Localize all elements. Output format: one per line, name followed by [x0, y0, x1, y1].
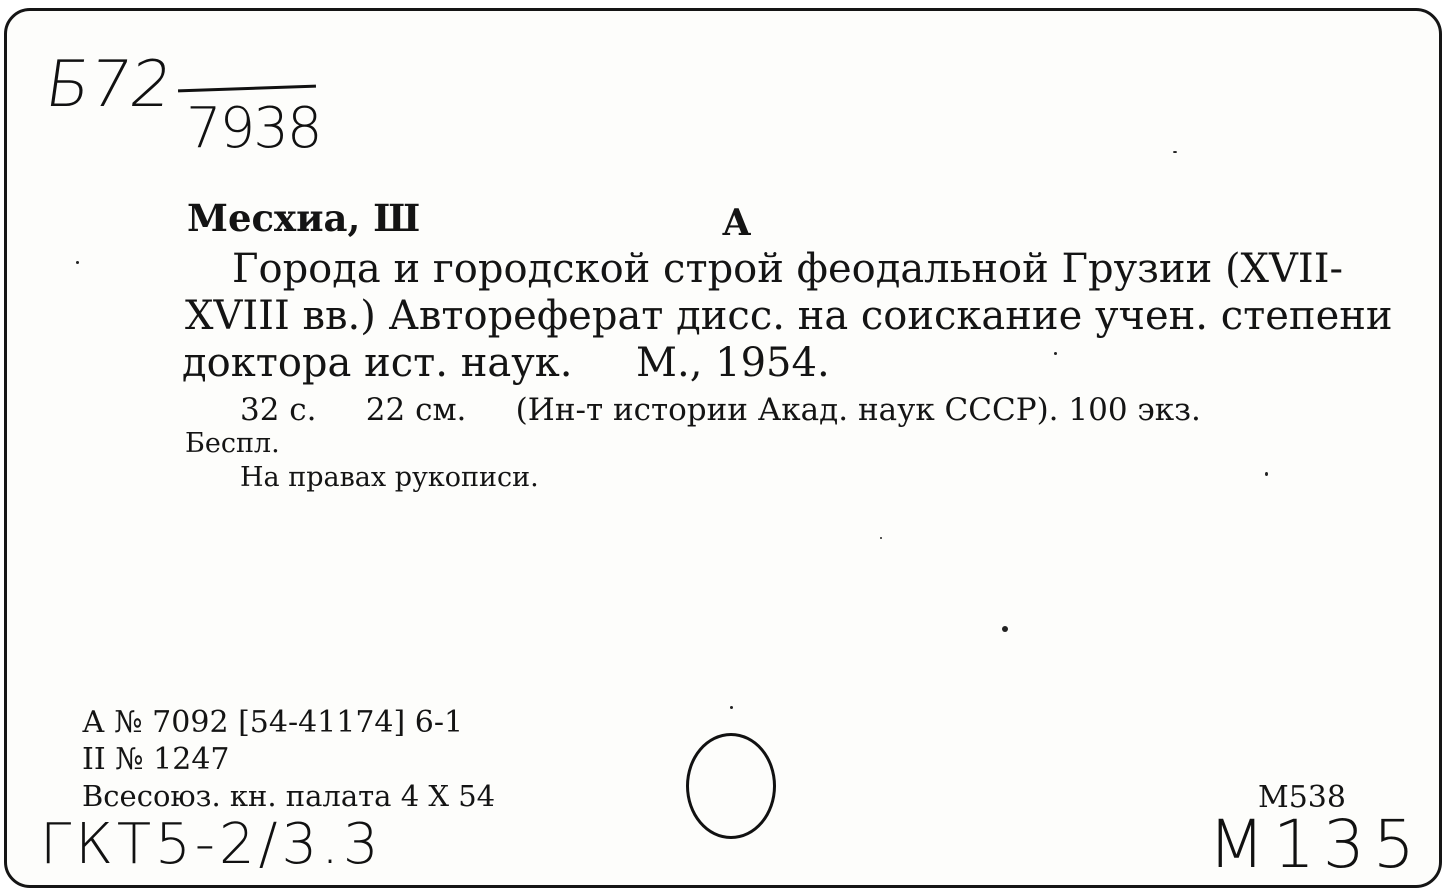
entry-author: Месхиа, Ш [187, 196, 421, 240]
speck [730, 706, 733, 709]
entry-collation-line-2: Беспл. [185, 428, 280, 459]
handwritten-bottom-right: М135 [1208, 806, 1423, 883]
shelfmark-top: Б72 [40, 48, 177, 122]
speck [1002, 626, 1008, 632]
entry-collation-line-1: 32 с. 22 см. (Ин-т истории Акад. наук СССР). 100 экз. [240, 392, 1201, 428]
shelfmark-sub: 7938 [186, 96, 321, 161]
registry-code-right: М538 [1258, 780, 1346, 815]
entry-author-suffix: А [722, 202, 752, 244]
registry-line-3: Всесоюз. кн. палата 4 X 54 [82, 779, 496, 813]
handwritten-bottom-left: ГКТ5-2/3.3 [40, 812, 383, 877]
card-punch-hole [686, 733, 776, 839]
entry-title-line-3: доктора ист. наук. М., 1954. [182, 340, 830, 386]
speck [1173, 151, 1177, 153]
speck [1265, 472, 1268, 476]
entry-title-line-1: Города и городской строй феодальной Грузии (XVII- [232, 246, 1344, 292]
registry-line-2: II № 1247 [82, 742, 230, 777]
entry-note: На правах рукописи. [240, 462, 539, 493]
entry-title-line-2: XVIII вв.) Автореферат дисс. на соискание учен. степени [185, 293, 1393, 339]
speck [76, 261, 79, 264]
registry-line-1: А № 7092 [54-41174] 6-1 [82, 705, 464, 740]
speck [880, 537, 882, 539]
speck [1054, 352, 1057, 355]
